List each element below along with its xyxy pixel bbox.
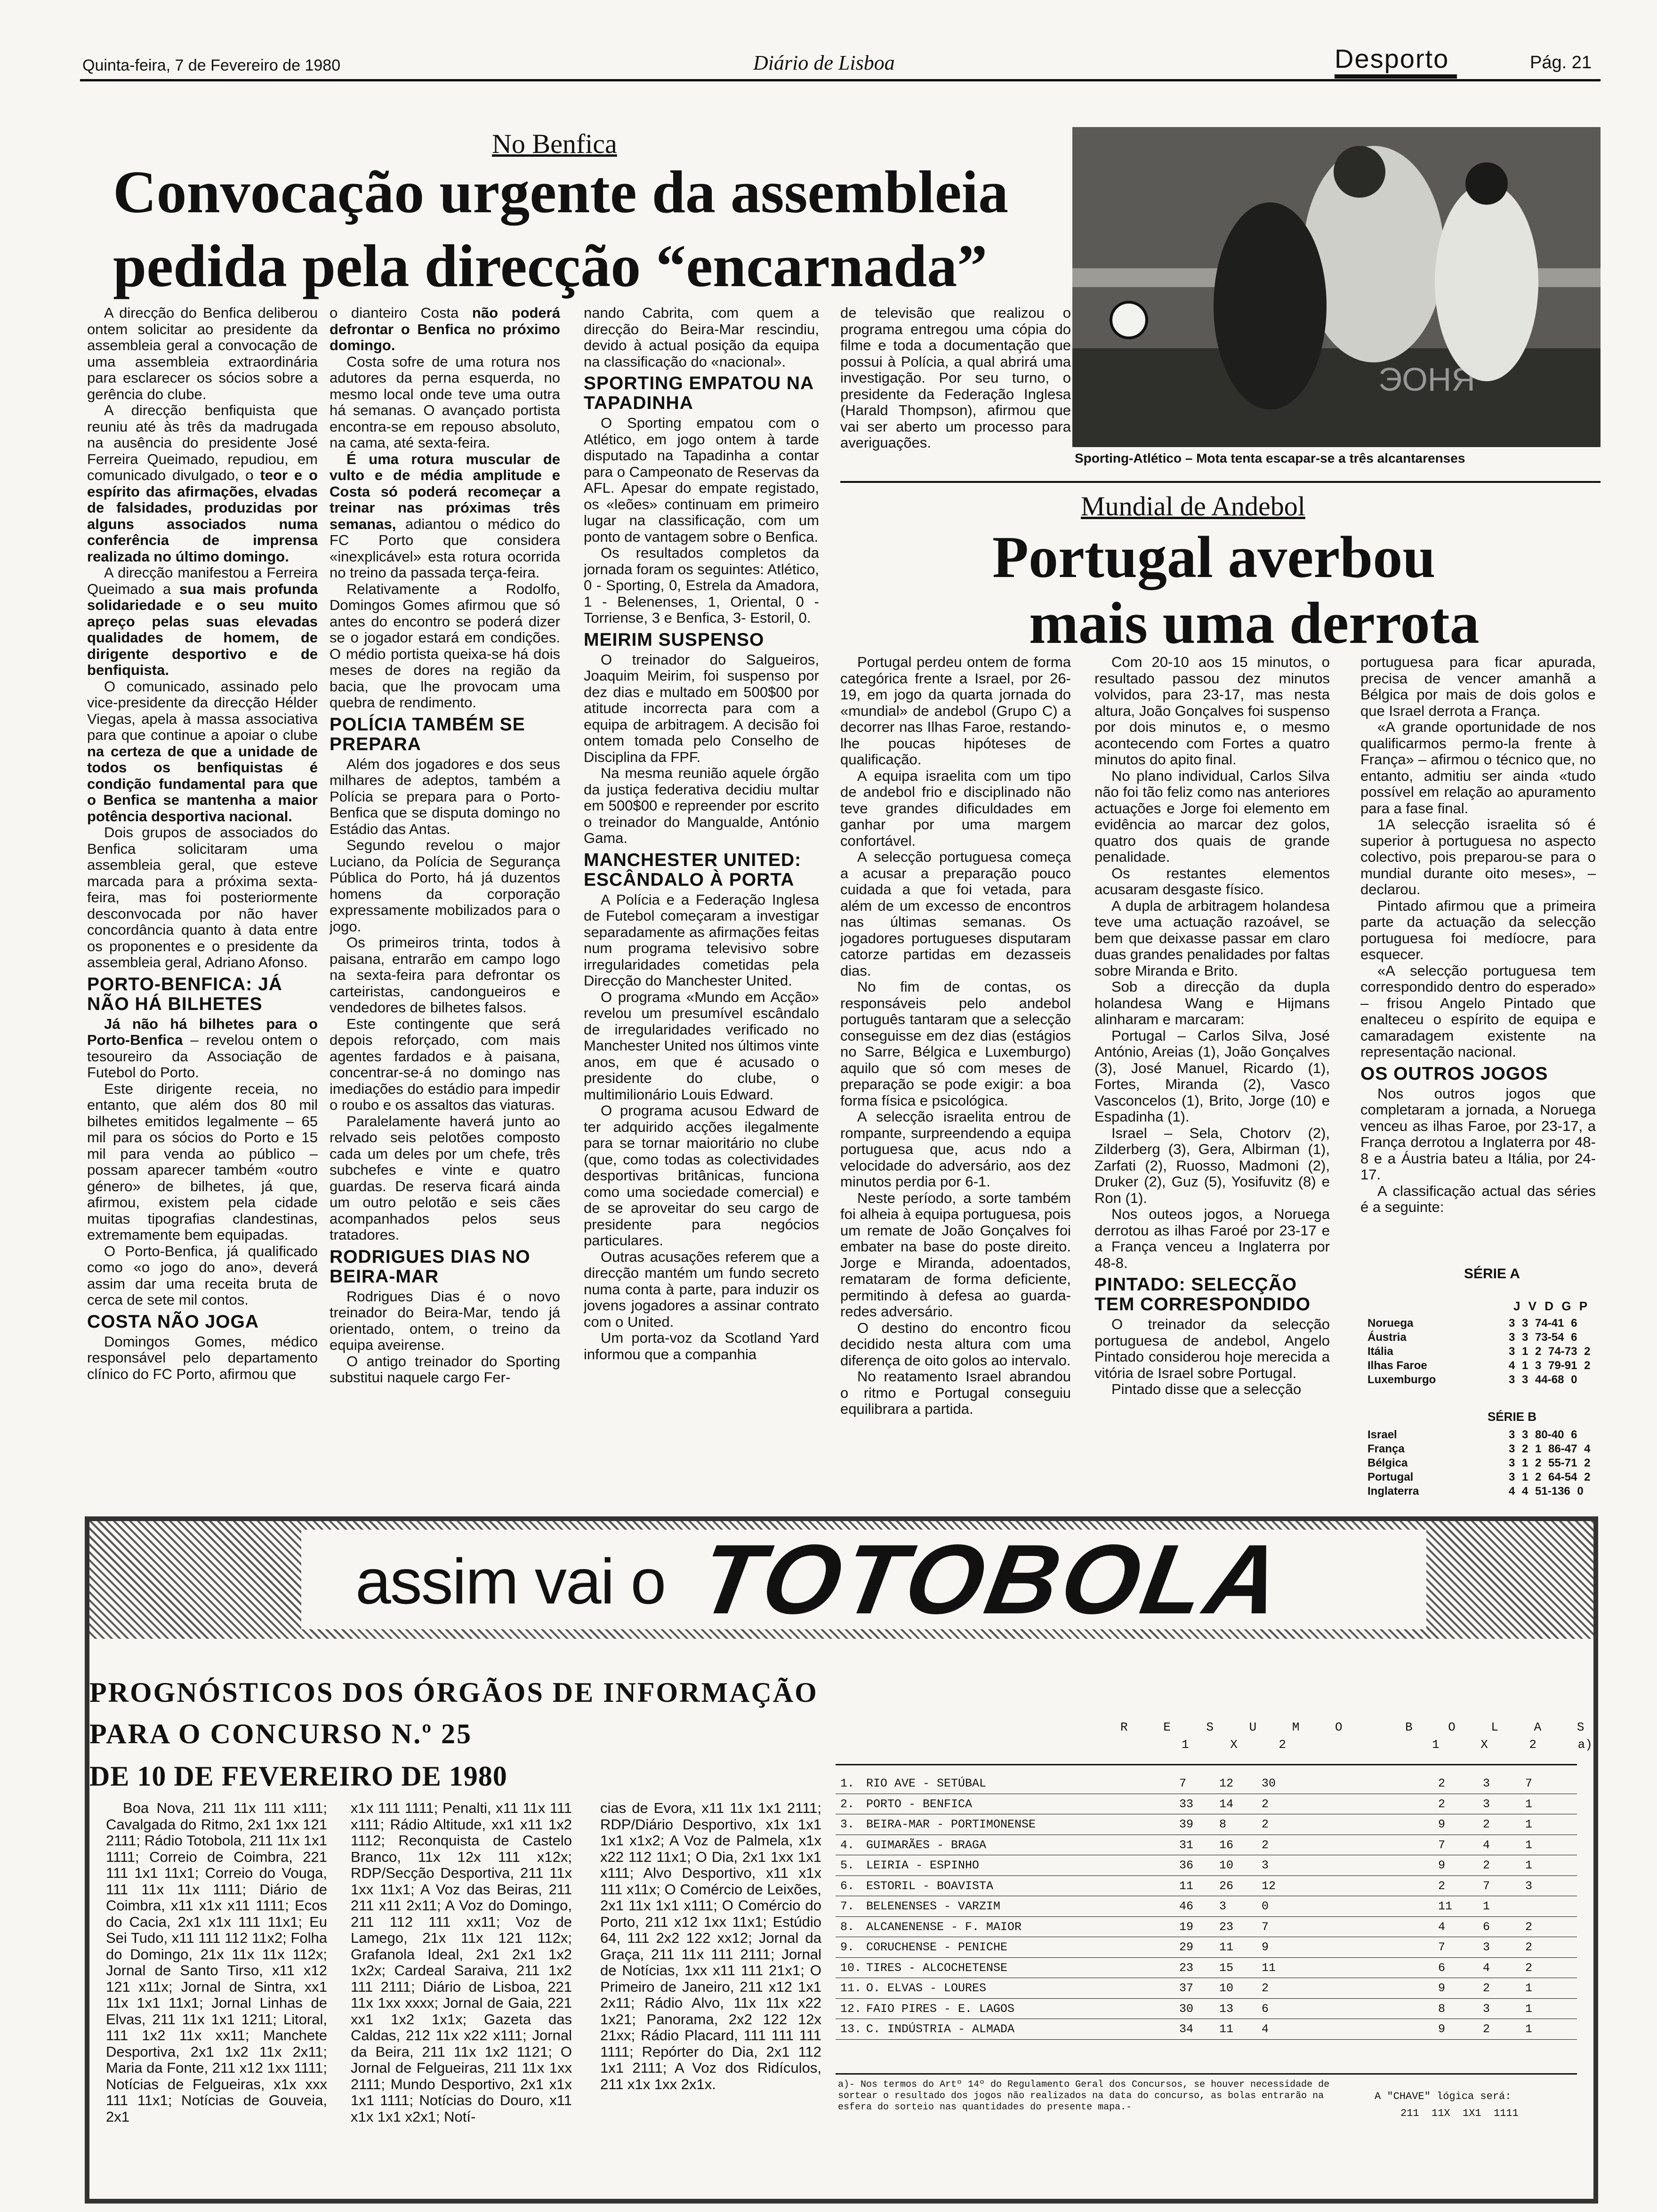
bolas-2: 1 <box>1525 2002 1533 2016</box>
subheading: MANCHESTER UNITED: ESCÂNDALO À PORTA <box>584 850 802 890</box>
paragraph: «A grande oportunidade de nos qualificarmos permo-la frente à França» – afirmou o técnico que, no entanto, admitiu ser ainda «tudo possível em relação ao apuramento para a fase final. <box>1360 719 1596 817</box>
paragraph: cias de Evora, x11 11x 1x1 2111; RDP/Diário Desportivo, x1x 1x1 1x1 x1x2; A Voz de Palmela, x1x x22 112 11x1; O Dia, 2x1 1xx 1x1 x111; Alvo Desportivo, x11 x1x 111 x11x; O Comércio de Leixões, 2x1 11x 1x1 x111; O Comércio do Porto, 211 x12 1xx 11x1; Estúdio 64, 111 2x2 122 xx12; Jornal da Graça, 211 11x 111 2111; Jornal de Notícias, 1xx x11 111 21x1; O Primeiro de Janeiro, 211 x12 1x1 2x11; Rádio Alvo, 11x 11x x22 1x21; Panorama, 2x2 122 12x 21xx; Rádio Placard, 111 111 111 1111; Repórter do Dia, 2x1 112 1x1 2111; A Voz dos Ridículos, 211 x1x 1xx 2x1x. <box>600 1800 821 2092</box>
paragraph: Sob a direcção da dupla holandesa Wang e Hijmans alinharam e marcaram: <box>1094 978 1330 1027</box>
bolas-2: 1 <box>1525 1981 1533 1995</box>
benfica-headline-line2: pedida pela direcção “encarnada” <box>113 232 988 299</box>
paragraph: Com 20-10 aos 15 minutos, o resultado passou dez minutos volvidos, para 23-17, mas nesta altura, João Gonçalves foi suspenso por dois minutos e, o mesmo acontecendo com Fortes a quatro minutos do apito final. <box>1094 654 1330 768</box>
paragraph: Israel – Sela, Chotorv (2), Zilderberg (3), Gera, Albirman (1), Zarfati (2), Ruosso, Madmoni (2), Druker (2), Guz (5), Yosifuvitz (8) e Ron (1). <box>1094 1124 1330 1206</box>
paragraph: Paralelamente haverá junto ao relvado seis pelotões composto cada um deles por um chefe, três subchefes e vinte e quatro guardas. De reserva ficará ainda um outro pelotão e seis cães acompanhados pelos seus tratadores. <box>330 1113 560 1243</box>
standing-team: Portugal <box>1367 1471 1414 1483</box>
standing-stats: 3 3 80-40 6 <box>1509 1428 1577 1441</box>
bolas-x: 3 <box>1483 1940 1490 1954</box>
prognosticos-column-2 <box>351 1800 572 2186</box>
benfica-column-2 <box>330 305 560 1505</box>
paragraph: Portugal perdeu ontem de forma categórica frente a Israel, por 26-19, em jogo da quarta jornada do «mundial» de andebol (Grupo C) a decorrer nas Ilhas Faroe, restando-lhe poucas hipóteses de qualificação. <box>840 654 1071 768</box>
paragraph: O programa «Mundo em Acção» revelou um presumível escândalo de irregularidades verificado no Manchester United nos últimos vinte anos, em que é acusado o presidente do clube, o multimilionário Louis Edward. <box>584 988 819 1103</box>
standing-team: Áustria <box>1367 1331 1407 1344</box>
game-match: C. INDÚSTRIA - ALMADA <box>866 2022 1015 2036</box>
row-divider <box>836 1916 1577 1917</box>
bolas-2: 1 <box>1525 1797 1533 1811</box>
game-number: 9. <box>840 1940 855 1954</box>
bolas-x: 4 <box>1483 1838 1490 1852</box>
bold-run: não poderá defrontar o Benfica no próximo domingo. <box>330 305 560 353</box>
standing-stats: 3 1 2 55-71 2 <box>1509 1457 1591 1469</box>
standing-team: Ilhas Faroe <box>1367 1359 1427 1372</box>
subheading: OS OUTROS JOGOS <box>1360 1063 1548 1084</box>
paragraph: O treinador do Salgueiros, Joaquim Meirim, foi suspenso por dez dias e multado em 500$00 por atitude incorrecta para com a equipa de arbitragem. A decisão foi ontem tomada pelo Conselho de Disciplina da FPF. <box>584 651 819 765</box>
paragraph <box>87 565 318 679</box>
paragraph: Dois grupos de associados do Benfica solicitaram uma assembleia geral, que esteve marcada para a próxima sexta-feira, mas foi posteriormente desconvocada por não haver concordância quanto à data entre os proponentes e o presidente da assembleia geral, Adriano Afonso. <box>87 824 318 970</box>
paragraph: Pintado disse que a selecção <box>1111 1381 1302 1397</box>
bolas-1: 9 <box>1438 1818 1446 1831</box>
bolas-2: 1 <box>1525 1818 1533 1831</box>
paragraph: A classificação actual das séries é a seguinte: <box>1360 1182 1596 1215</box>
resumo-1: 11 <box>1179 1879 1194 1893</box>
bold-run: Já não há bilhetes para o Porto-Benfica <box>87 1015 318 1048</box>
subheading: POLÍCIA TAMBÉM SE PREPARA <box>330 714 525 754</box>
game-number: 3. <box>840 1818 855 1831</box>
game-match: ALCANENENSE - F. MAIOR <box>866 1920 1022 1934</box>
paragraph: 1A selecção israelita só é superior à portuguesa no aspecto colectivo, pois preparou-se para o mundial durante oito meses», – declarou. <box>1360 816 1596 898</box>
bold-run: na certeza de que a unidade de todos os benfiquistas é condição fundamental para que o Benfica se mantenha a maior potência desportiva nacional. <box>87 743 318 825</box>
bolas-2: 7 <box>1525 1777 1533 1790</box>
resumo-2: 2 <box>1262 1797 1269 1811</box>
bolas-1: 2 <box>1438 1797 1446 1811</box>
bolas-2: 1 <box>1525 1859 1533 1872</box>
section-underline <box>1335 74 1457 79</box>
svg-text:ЭОНЯ: ЭОНЯ <box>1378 361 1475 398</box>
bolas-1: 8 <box>1438 2002 1446 2016</box>
game-number: 4. <box>840 1838 855 1852</box>
paper-name: Diário de Lisboa <box>753 51 895 74</box>
game-number: 10. <box>840 1961 862 1975</box>
game-match: TIRES - ALCOCHETENSE <box>866 1961 1008 1975</box>
game-match: BELENENSES - VARZIM <box>866 1899 1001 1913</box>
game-number: 8. <box>840 1920 855 1934</box>
paragraph: de televisão que realizou o programa entregou uma cópia do filme e toda a documentação que possui à Polícia, a qual abrirá uma investigação. Por seu turno, o presidente da Federação Inglesa (Harald Thompson), afirmou que vai ser aberto um processo para averiguações. <box>840 305 1071 451</box>
game-match: LEIRIA - ESPINHO <box>866 1859 980 1872</box>
bolas-x: 1 <box>1483 1899 1490 1913</box>
paragraph: A equipa israelita com um tipo de andebol frio e disciplinado não teve grandes dificuldades em ganhar por uma margem confortável. <box>840 767 1071 849</box>
subheading: RODRIGUES DIAS NO BEIRA-MAR <box>330 1246 531 1287</box>
andebol-headline-line1: Portugal averbou <box>992 525 1436 590</box>
resumo-2: 7 <box>1262 1920 1269 1934</box>
text-run: – revelou ontem o tesoureiro da Associação de Futebol do Porto. <box>87 1032 318 1081</box>
benfica-headline-line1: Convocação urgente da assembleia <box>113 159 1009 225</box>
game-number: 2. <box>840 1797 855 1811</box>
serie-a-title: SÉRIE A <box>1464 1266 1520 1282</box>
resumo-1: 7 <box>1179 1777 1187 1790</box>
paragraph: «A selecção portuguesa tem correspondido dentro do esperado» – frisou Angelo Pintado que enalteceu o espírito de equipa e camaradagem existente na representação nacional. <box>1360 962 1596 1060</box>
paragraph: portuguesa para ficar apurada, precisa de vencer amanhã a Bélgica por mais de dois golos e que Israel derrota a França. <box>1360 654 1596 719</box>
standing-stats: 3 3 44-68 0 <box>1509 1373 1577 1386</box>
resumo-2: 2 <box>1262 1838 1269 1852</box>
bolas-x: 7 <box>1483 1879 1490 1893</box>
paragraph: O programa acusou Edward de ter adquirido acções ilegalmente para se tornar maioritário no clube (que, como todas as colectividades desportivas britânicas, funciona como uma sociedade comercial) e de se aproveitar do seu cargo de presidente para negócios particulares. <box>584 1102 819 1249</box>
paragraph: Neste período, a sorte também foi alheia à equipa portuguesa, pois um remate de João Gonçalves foi embater na base do poste direito. Jorge e Miranda, adoentados, remataram de forma deficiente, permitindo à defesa ao guarda-redes adversário. <box>840 1189 1071 1320</box>
paragraph: Outras acusações referem que a direcção mantém um fundo secreto numa conta à parte, para induzir os jovens jogadores a assinar contrato com o United. <box>584 1248 819 1330</box>
paragraph: O Porto-Benfica, já qualificado como «o jogo do ano», deverá assim dar uma receita bruta de cerca de sete mil contos. <box>87 1242 318 1308</box>
paragraph: A selecção israelita entrou de rompante, surpreendendo a equipa portuguesa que, acus ndo a velocidade do adversário, aos dez minutos perdia por 6-1. <box>840 1108 1071 1190</box>
standing-team: Israel <box>1367 1428 1397 1441</box>
standing-team: Inglaterra <box>1367 1485 1419 1498</box>
resumo-x: 11 <box>1219 1940 1234 1954</box>
paragraph: Além dos jogadores e dos seus milhares de adeptos, também a Polícia se prepara para o Porto-Benfica que se disputa domingo no Estádio das Antas. <box>330 755 560 837</box>
resumo-1: 36 <box>1179 1859 1194 1872</box>
resumo-x: 26 <box>1219 1879 1234 1893</box>
paragraph: A Polícia e a Federação Inglesa de Futebol começaram a investigar separadamente as afirmações feitas num programa televisivo sobre irregularidades cometidas pela Direcção do Manchester United. <box>584 891 819 989</box>
resumo-1: 31 <box>1179 1838 1194 1852</box>
game-number: 6. <box>840 1879 855 1893</box>
paragraph: Domingos Gomes, médico responsável pelo departamento clínico do FC Porto, afirmou que <box>87 1333 318 1382</box>
andebol-column-2 <box>1094 654 1330 1505</box>
standing-team: Bélgica <box>1367 1457 1408 1469</box>
paragraph: No fim de contas, os responsáveis pelo andebol português tantaram que a selecção conseguisse em dez dias (estágios no Sarre, Bélgica e Luxemburgo) aquilo que só com meses de preparação se pode exigir: a boa forma física e psicológica. <box>840 978 1071 1109</box>
standing-team: Noruega <box>1367 1317 1414 1330</box>
resumo-x: 16 <box>1219 1838 1234 1852</box>
paragraph: Os resultados completos da jornada foram os seguintes: Atlético, 0 - Sporting, 0, Estrela da Amadora, 1 - Belenenses, 1, Oriental, 0 - Torriense, 3 e Benfica, 3- Estoril, 0. <box>584 545 819 626</box>
game-number: 12. <box>840 2002 862 2016</box>
games-table-bottom <box>836 2073 1577 2075</box>
benfica-kicker: No Benfica <box>492 128 617 159</box>
game-number: 13. <box>840 2022 862 2036</box>
game-number: 5. <box>840 1859 855 1872</box>
paragraph <box>330 305 560 354</box>
paragraph: Na mesma reunião aquele órgão da justiça federativa decidiu multar em 500$00 e repreender por escrito o treinador do Mangualde, António Gama. <box>584 765 819 846</box>
bolas-1: 2 <box>1438 1777 1446 1790</box>
resumo-1: 23 <box>1179 1961 1194 1975</box>
resumo-1: 46 <box>1179 1899 1194 1913</box>
bolas-x: 3 <box>1483 1777 1490 1790</box>
resumo-2: 0 <box>1262 1899 1269 1913</box>
andebol-column-3 <box>1360 654 1596 1257</box>
paragraph: No plano individual, Carlos Silva não foi tão feliz como nas anteriores actuações e Jorge foi elemento em evidência ao marcar dez golos, quatro dos quais de grande penalidade. <box>1094 767 1330 865</box>
resumo-1: 39 <box>1179 1818 1194 1831</box>
bold-run: sua mais profunda solidariedade e o seu muito apreço pelas suas elevadas qualidades de homem, de dirigente desportivo e de benfiquista. <box>87 580 318 678</box>
row-divider <box>836 1998 1577 1999</box>
standing-stats: 4 1 3 79-91 2 <box>1509 1359 1591 1372</box>
prognosticos-column-1 <box>106 1800 327 2186</box>
subheading: PORTO-BENFICA: JÁ NÃO HÁ BILHETES <box>87 974 282 1014</box>
game-match: RIO AVE - SETÚBAL <box>866 1777 987 1790</box>
paragraph <box>87 1016 318 1081</box>
standing-stats: 4 4 51-136 0 <box>1509 1485 1584 1498</box>
paragraph <box>87 402 318 565</box>
resumo-x: 15 <box>1219 1961 1234 1975</box>
standing-stats: 3 3 74-41 6 <box>1509 1317 1577 1330</box>
paragraph: nando Cabrita, com quem a direcção do Beira-Mar rescindiu, devido à actual posição da equipa na classificação do «nacional». <box>584 305 819 370</box>
standing-team: Luxemburgo <box>1367 1373 1436 1386</box>
benfica-column-1 <box>87 305 318 1505</box>
bolas-2: 2 <box>1525 1920 1533 1934</box>
bolas-2: 1 <box>1525 2022 1533 2036</box>
game-match: GUIMARÃES - BRAGA <box>866 1838 987 1852</box>
resumo-x: 13 <box>1219 2002 1234 2016</box>
text-run: adiantou o médico do FC Porto que considera «inexplicável» esta rotura ocorrida no treino da passada terça-feira. <box>330 515 560 581</box>
standing-stats: 3 2 1 86-47 4 <box>1509 1443 1591 1455</box>
prognosticos-title-1: PROGNÓSTICOS DOS ÓRGÃOS DE INFORMAÇÃO <box>89 1677 818 1708</box>
resumo-2: 30 <box>1262 1777 1276 1790</box>
subheading: PINTADO: SELECÇÃO TEM CORRESPONDIDO <box>1094 1274 1311 1314</box>
paragraph: Este contingente que será depois reforçado, com mais agentes fardados e à paisana, concentrar-se-á no domingo nas imediações do estádio para impedir o roubo e os assaltos das viaturas. <box>330 1015 560 1113</box>
prognosticos-column-3 <box>600 1800 821 2186</box>
paragraph: O antigo treinador do Sporting substitui naquele cargo Fer- <box>330 1353 560 1386</box>
chave-label: A "CHAVE" lógica será: <box>1375 2091 1512 2102</box>
paragraph: Os restantes elementos acusaram desgaste físico. <box>1094 865 1330 898</box>
paragraph: Nos outros jogos que completaram a jornada, a Noruega venceu as ilhas Faroe, por 23-17, a França derrotou a Inglaterra por 48-8 e a Áustria bateu a Itália, por 24-17. <box>1360 1085 1596 1183</box>
footnote: a)- Nos termos do Artº 14º do Regulamento Geral dos Concursos, se houver necessidade de sortear o resultado dos jogos não realizados na data do concurso, as bolas entrarão na esfera do sorteio nas quantidades do presente mapa.- <box>838 2079 1330 2113</box>
subheading: SPORTING EMPATOU NA TAPADINHA <box>584 373 813 413</box>
andebol-headline-line2: mais uma derrota <box>1029 591 1480 656</box>
bolas-x: 2 <box>1483 1981 1490 1995</box>
text-run: A direcção benfiquista que reuniu até às três da madrugada na ausência do presidente José Ferreira Queimado, repudiou, em comunicado divulgado, o <box>87 402 318 483</box>
bolas-x: 3 <box>1483 2002 1490 2016</box>
standing-team: Itália <box>1367 1345 1393 1358</box>
bolas-2: 2 <box>1525 1961 1533 1975</box>
row-divider <box>836 1957 1577 1958</box>
resumo-x: 23 <box>1219 1920 1234 1934</box>
paragraph: Costa sofre de uma rotura nos adutores da perna esquerda, no mesmo local onde teve uma outra há semanas. O avançado portista encontra-se em repouso absoluto, na cama, até sexta-feira. <box>330 353 560 451</box>
resumo-2: 4 <box>1262 2022 1269 2036</box>
paragraph: Pintado afirmou que a primeira parte da actuação da selecção portuguesa foi medíocre, para esquecer. <box>1360 897 1596 962</box>
paragraph: Nos outeos jogos, a Noruega derrotou as ilhas Faroé por 23-17 e a França venceu a Inglaterra por 48-8. <box>1094 1206 1330 1271</box>
resumo-1: 30 <box>1179 2002 1194 2016</box>
paragraph: Este dirigente receia, no entanto, que além dos 80 mil bilhetes emitidos legalmente – 65 mil para os sócios do Porto e 15 mil para venda ao público – possam aparecer também «outro género» de bilhetes, já que, afirmou, existem pela cidade muitas tipografias clandestinas, extremamente bem equipadas. <box>87 1080 318 1243</box>
resumo-x: 10 <box>1219 1981 1234 1995</box>
bolas-1: 2 <box>1438 1879 1446 1893</box>
resumo-1: 34 <box>1179 2022 1194 2036</box>
serie-a-header: J V D G P <box>1513 1299 1588 1313</box>
benfica-column-3 <box>584 305 819 1505</box>
game-match: CORUCHENSE - PENICHE <box>866 1940 1008 1954</box>
section-name: Desporto <box>1335 44 1449 73</box>
game-number: 11. <box>840 1981 862 1995</box>
resumo-2: 2 <box>1262 1981 1269 1995</box>
resumo-2: 11 <box>1262 1961 1276 1975</box>
bolas-x: 4 <box>1483 1961 1490 1975</box>
bold-run: É uma rotura muscular de vulto e de média amplitude e Costa só poderá recomeçar a treinar nas próximas três semanas, <box>330 450 560 532</box>
row-divider <box>836 1875 1577 1876</box>
bolas-x: 3 <box>1483 1797 1490 1811</box>
paragraph <box>330 451 560 581</box>
resumo-x: 11 <box>1219 2022 1234 2036</box>
bolas-1: 9 <box>1438 1981 1446 1995</box>
resumo-2: 6 <box>1262 2002 1269 2016</box>
bold-run: teor e o espírito das afirmações, elvadas de falsidades, produzidas por alguns associados numa conferência de imprensa realizada no último domingo. <box>87 467 318 565</box>
banner-prefix: assim vai o <box>355 1546 666 1617</box>
paragraph: Um porta-voz da Scotland Yard informou que a companhia <box>584 1330 819 1362</box>
resumo-1: 29 <box>1179 1940 1194 1954</box>
game-match: FAIO PIRES - E. LAGOS <box>866 2002 1015 2016</box>
subheading: COSTA NÃO JOGA <box>87 1311 259 1332</box>
bolas-cols: 1 X 2 a) <box>1432 1738 1593 1752</box>
paragraph: No reatamento Israel abrandou o ritmo e Portugal conseguiu equilibrara a partida. <box>840 1368 1071 1417</box>
paragraph: Portugal – Carlos Silva, José António, Areias (1), João Gonçalves (3), José Manuel, Ricardo (1), Fortes, Miranda (2), Vasco Vasconcelos (1), Brito, Jorge (10) e Espadinha (1). <box>1094 1027 1330 1125</box>
bolas-1: 7 <box>1438 1838 1446 1852</box>
game-match: ESTORIL - BOAVISTA <box>866 1879 994 1893</box>
paragraph: A dupla de arbitragem holandesa teve uma actuação razoável, se bem que deixasse passar em claro duas grandes penalidades por faltas sobre Miranda e Brito. <box>1094 897 1330 979</box>
paragraph: O Sporting empatou com o Atlético, em jogo ontem à tarde disputado na Tapadinha a contar para o Campeonato de Reservas da AFL. Apesar do empate registado, os «leões» continuam em primeiro lugar na classificação, com um ponto de vantagem sobre o Benfica. <box>584 415 819 545</box>
text-run: O comunicado, assinado pelo vice-presidente da direcção Hélder Viegas, apela à massa associativa para que continue a apoiar o clube <box>87 678 318 743</box>
prognosticos-title-3: DE 10 DE FEVEREIRO DE 1980 <box>89 1761 507 1792</box>
bolas-x: 2 <box>1483 1818 1490 1831</box>
bolas-label: B O L A S <box>1405 1720 1585 1734</box>
masthead-rule <box>80 79 1601 81</box>
standing-stats: 3 3 73-54 6 <box>1509 1331 1577 1344</box>
resumo-2: 3 <box>1262 1859 1269 1872</box>
paragraph: x1x 111 1111; Penalti, x11 11x 111 x111; Rádio Altitude, xx1 x11 1x2 1112; Reconquista de Castelo Branco, 11x 12x 111 x12x; RDP/Secção Desportiva, 211 11x 1xx 11x1; A Voz das Beiras, 211 211 x11 2x11; A Voz do Domingo, 211 112 111 xx11; Voz de Lamego, 21x 11x 121 112x; Grafanola Ideal, 2x1 2x1 1x2 1x2x; Cardeal Saraiva, 211 1x2 111 2111; Diário de Lisboa, 221 11x 1xx xxxx; Jornal de Gaia, 221 xx1 1x2 1x1x; Gazeta das Caldas, 212 11x x22 x111; Jornal da Beira, 211 11x 1x2 1121; O Jornal de Felgueiras, 211 11x 1xx 2111; Mundo Desportivo, 2x1 x1x 1x1 1111; Notícias do Douro, x11 x1x 1x1 x2x1; Notí- <box>351 1800 572 2125</box>
resumo-x: 8 <box>1219 1818 1227 1831</box>
bolas-1: 4 <box>1438 1920 1446 1934</box>
resumo-1: 37 <box>1179 1981 1194 1995</box>
paragraph: Relativamente a Rodolfo, Domingos Gomes afirmou que só antes do encontro se poderá dizer se o jogador estará em condições. O médio portista queixa-se há dois meses de dores na região da bacia, que lhe provocam uma quebra de rendimento. <box>330 580 560 711</box>
bolas-2: 2 <box>1525 1940 1533 1954</box>
andebol-column-1 <box>840 654 1071 1505</box>
resumo-1: 33 <box>1179 1797 1194 1811</box>
bolas-2: 3 <box>1525 1879 1533 1893</box>
photo-players-image <box>1072 127 1601 447</box>
resumo-x: 12 <box>1219 1777 1234 1790</box>
chave-value: 211 11X 1X1 1111 <box>1400 2108 1519 2119</box>
bolas-x: 2 <box>1483 2022 1490 2036</box>
bolas-1: 9 <box>1438 1859 1446 1872</box>
andebol-top-rule <box>840 481 1601 483</box>
resumo-label: R E S U M O <box>1120 1720 1343 1734</box>
issue-date: Quinta-feira, 7 de Fevereiro de 1980 <box>82 56 341 74</box>
paragraph: O treinador da selecção portuguesa de andebol, Angelo Pintado considerou hoje merecida a vitória de Israel sobre Portugal. <box>1094 1316 1330 1381</box>
andebol-kicker: Mundial de Andebol <box>1081 491 1305 521</box>
bolas-1: 6 <box>1438 1961 1446 1975</box>
photo-caption: Sporting-Atlético – Mota tenta escapar-se a três alcantarenses <box>1075 451 1465 465</box>
game-number: 1. <box>840 1777 855 1790</box>
games-table-top <box>836 1764 1577 1765</box>
resumo-2: 9 <box>1262 1940 1269 1954</box>
bolas-x: 2 <box>1483 1859 1490 1872</box>
page-number: Pág. 21 <box>1530 53 1592 72</box>
benfica-column-4 <box>840 305 1071 463</box>
game-match: BEIRA-MAR - PORTIMONENSE <box>866 1818 1036 1831</box>
prognosticos-title-2: PARA O CONCURSO N.º 25 <box>89 1718 473 1749</box>
resumo-1: 19 <box>1179 1920 1194 1934</box>
paragraph: A selecção portuguesa começa a acusar a preparação pouco cuidada a que foi vetada, para além de um excesso de encontros nas últimas semanas. Os jogadores portugueses disputaram catorze partidas em dezasseis dias. <box>840 849 1071 979</box>
standing-stats: 3 1 2 74-73 2 <box>1509 1345 1591 1358</box>
resumo-2: 2 <box>1262 1818 1269 1831</box>
resumo-2: 12 <box>1262 1879 1276 1893</box>
standing-team: França <box>1367 1443 1405 1455</box>
text-run: o dianteiro Costa <box>330 305 472 321</box>
paragraph: Rodrigues Dias é o novo treinador do Beira-Mar, tendo já orientado, ontem, o treino da equipa aveirense. <box>330 1288 560 1353</box>
bolas-1: 7 <box>1438 1940 1446 1954</box>
bolas-x: 6 <box>1483 1920 1490 1934</box>
resumo-cols: 1 X 2 <box>1182 1738 1287 1752</box>
text-run: A direcção manifestou a Ferreira Queimado a <box>87 564 318 597</box>
paragraph: Os primeiros trinta, todos à paisana, entrarão em campo logo na sexta-feira para defrontar os carteiristas, candongueiros e vendedores de bilhetes falsos. <box>330 934 560 1016</box>
standing-stats: 3 1 2 64-54 2 <box>1509 1471 1591 1483</box>
paragraph: Segundo revelou o major Luciano, da Polícia de Segurança Pública do Porto, há já duzentos homens da corporação expressamente mobilizados para o jogo. <box>330 837 560 935</box>
totobola-logo: TOTOBOLA <box>692 1524 1293 1635</box>
paragraph: O destino do encontro ficou decidido nesta altura com uma diferença de oito golos ao intervalo. <box>840 1319 1071 1369</box>
game-match: PORTO - BENFICA <box>866 1797 973 1811</box>
row-divider <box>836 2039 1577 2040</box>
paragraph <box>87 679 318 825</box>
resumo-x: 10 <box>1219 1859 1234 1872</box>
game-number: 7. <box>840 1899 855 1913</box>
bolas-1: 11 <box>1438 1899 1453 1913</box>
paragraph: A direcção do Benfica deliberou ontem solicitar ao presidente da assembleia geral a convocação de uma assembleia extraordinária para esclarecer os sócios sobre a gerência do clube. <box>87 305 318 402</box>
bolas-2: 1 <box>1525 1838 1533 1852</box>
game-match: O. ELVAS - LOURES <box>866 1981 987 1995</box>
sporting-atletico-photo <box>1072 127 1601 447</box>
resumo-x: 14 <box>1219 1797 1234 1811</box>
serie-b-title: SÉRIE B <box>1488 1410 1537 1424</box>
paragraph: Boa Nova, 211 11x 111 x111; Cavalgada do Ritmo, 2x1 1xx 121 2111; Rádio Totobola, 211 11x 1x1 1111; Correio de Coimbra, 221 111 1x1 11x1; Correio do Vouga, 111 11x 11x 1111; Diário de Coimbra, x11 x1x x11 1111; Ecos do Cacia, 2x1 x1x 111 11x1; Eu Sei Tudo, x11 111 112 11x2; Folha do Domingo, 21x 11x 11x 112x; Jornal de Santo Tirso, x11 x12 121 x11x; Jornal de Sintra, xx1 11x 1x1 11x1; Jornal Linhas de Elvas, 211 11x 1x1 1211; Litoral, 111 1x2 11x xx11; Manchete Desportiva, 2x1 1x2 11x 2x11; Maria da Fonte, 211 x12 1xx 1111; Notícias de Felgueiras, x1x xxx 111 11x1; Notícias de Gouveia, 2x1 <box>106 1800 327 2125</box>
resumo-x: 3 <box>1219 1899 1227 1913</box>
bolas-1: 9 <box>1438 2022 1446 2036</box>
subheading: MEIRIM SUSPENSO <box>584 629 764 650</box>
